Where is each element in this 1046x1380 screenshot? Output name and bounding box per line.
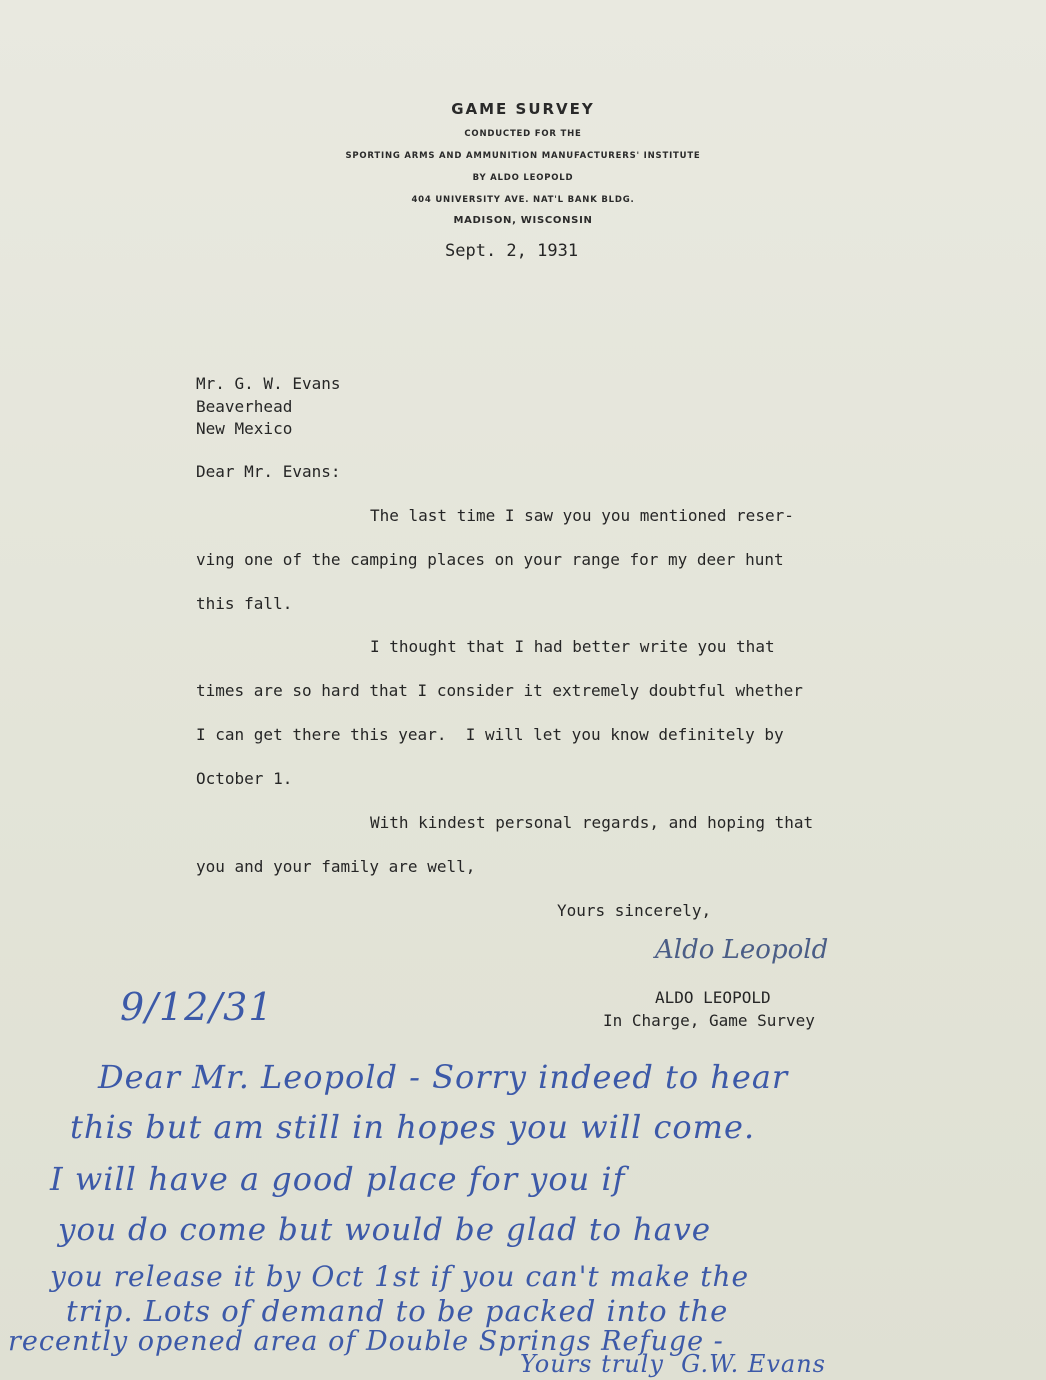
letterhead-conducted: CONDUCTED FOR THE <box>464 129 582 139</box>
closing: Yours sincerely, <box>557 901 712 920</box>
body-line: this fall. <box>196 594 293 613</box>
body-line: I thought that I had better write you that <box>370 637 775 656</box>
letter-date: Sept. 2, 1931 <box>445 241 579 261</box>
letterhead-title: GAME SURVEY <box>451 100 595 118</box>
body-line: October 1. <box>196 769 293 788</box>
reply-line: I will have a good place for you if <box>50 1160 626 1198</box>
reply-line: Dear Mr. Leopold - Sorry indeed to hear <box>98 1058 789 1096</box>
handwritten-signature: Aldo Leopold <box>655 935 829 965</box>
letterhead-institute: SPORTING ARMS AND AMMUNITION MANUFACTURERS' INSTITUTE <box>345 151 701 161</box>
reply-line: Yours truly G.W. Evans <box>520 1350 826 1378</box>
recipient-name: Mr. G. W. Evans <box>196 374 341 393</box>
reply-date: 9/12/31 <box>120 985 274 1029</box>
reply-line: you release it by Oct 1st if you can't make the <box>50 1260 750 1293</box>
body-line: you and your family are well, <box>196 857 476 876</box>
letterhead-city: MADISON, WISCONSIN <box>453 215 593 226</box>
body-line: With kindest personal regards, and hoping that <box>370 813 814 832</box>
reply-line: recently opened area of Double Springs Refuge - <box>8 1326 724 1357</box>
body-line: The last time I saw you you mentioned reser- <box>370 506 794 525</box>
body-line: times are so hard that I consider it extremely doubtful whether <box>196 681 803 700</box>
recipient-place: Beaverhead <box>196 397 293 416</box>
signer-name: ALDO LEOPOLD <box>655 988 771 1007</box>
salutation: Dear Mr. Evans: <box>196 462 341 481</box>
reply-line: you do come but would be glad to have <box>58 1212 712 1248</box>
recipient-state: New Mexico <box>196 419 293 438</box>
signer-title: In Charge, Game Survey <box>603 1011 815 1030</box>
reply-line: this but am still in hopes you will come. <box>70 1108 756 1146</box>
body-line: ving one of the camping places on your range for my deer hunt <box>196 550 784 569</box>
letterhead-address: 404 UNIVERSITY AVE. NAT'L BANK BLDG. <box>411 195 635 205</box>
reply-line: trip. Lots of demand to be packed into the <box>66 1294 729 1328</box>
letterhead-by: BY ALDO LEOPOLD <box>472 173 574 183</box>
body-line: I can get there this year. I will let you know definitely by <box>196 725 784 744</box>
